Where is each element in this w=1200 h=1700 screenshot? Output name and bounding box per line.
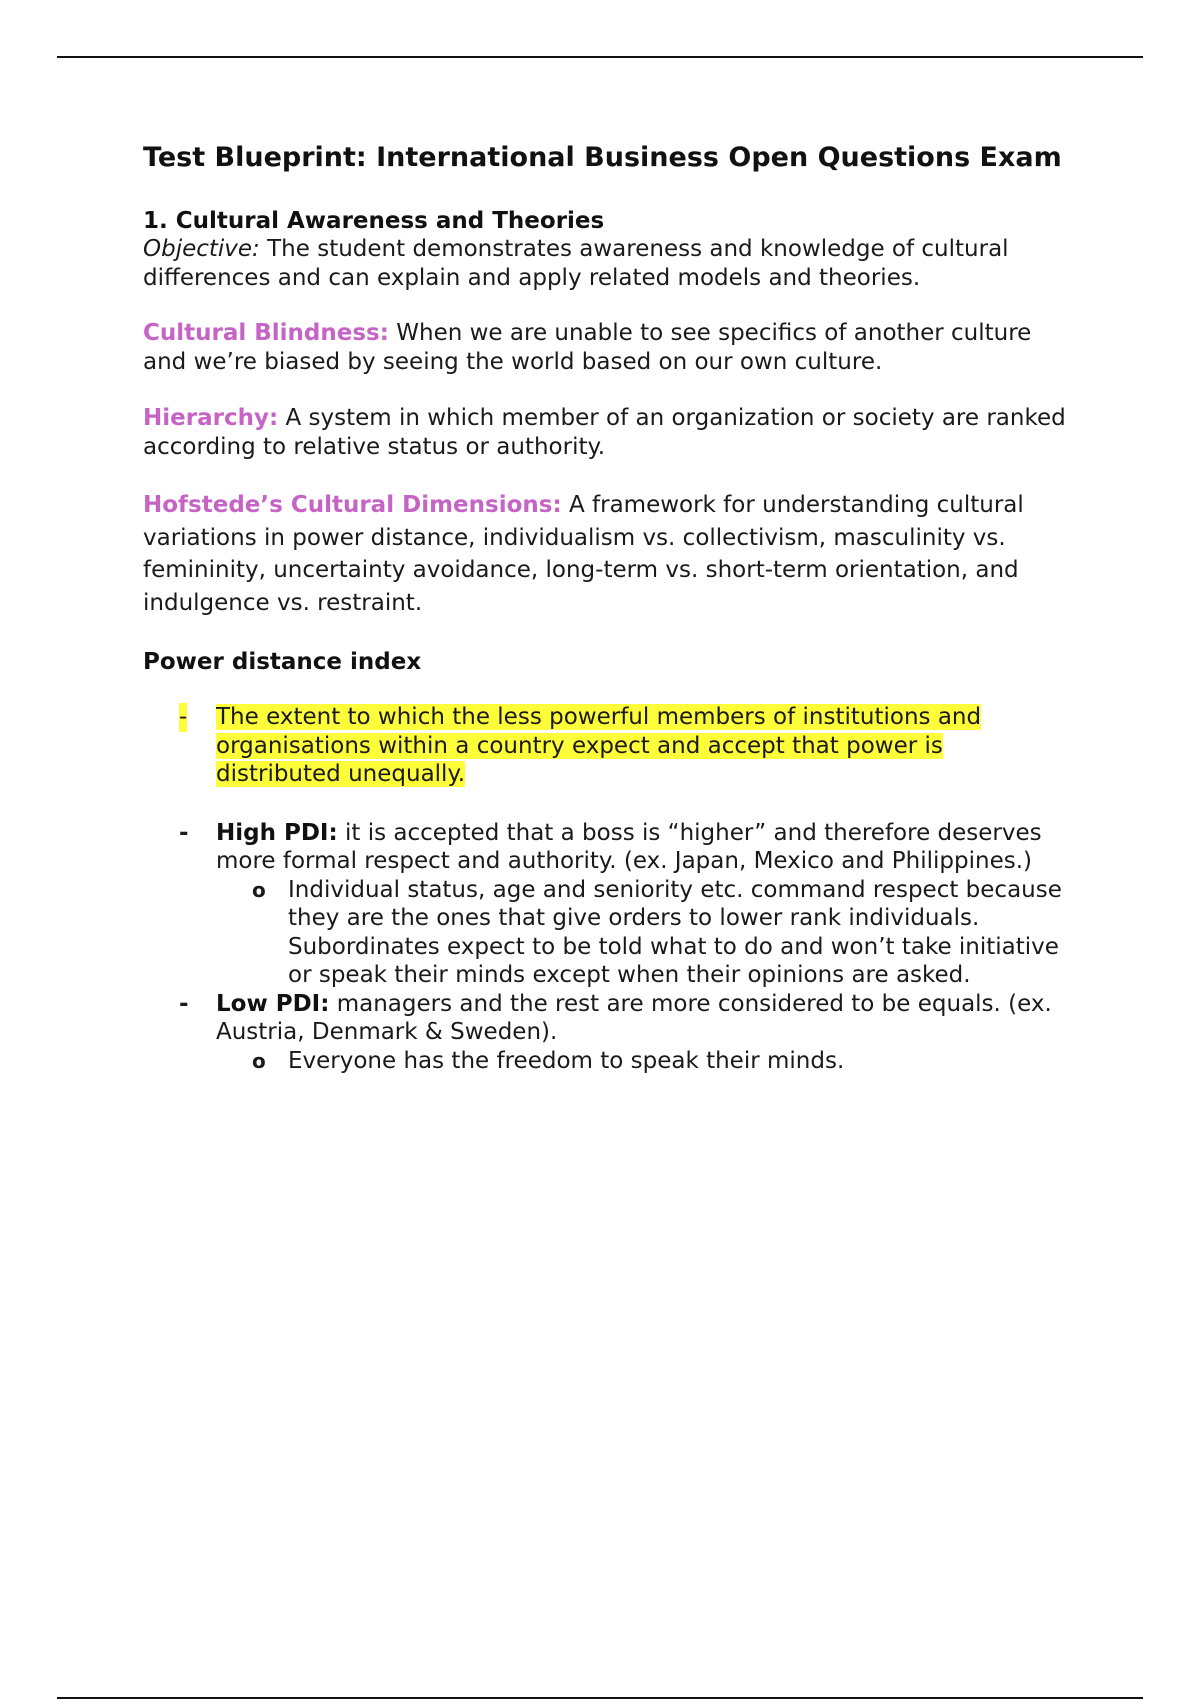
high-pdi-text: it is accepted that a boss is “higher” and therefore deserves more formal respect and authority. (ex. Japan, Mexico and Philippines.) <box>216 819 1042 874</box>
pdi-heading: Power distance index <box>143 649 422 675</box>
definition-text: A framework for understanding cultural variations in power distance, individualism vs. collectivism, masculinity vs. femininity, uncertainty avoidance, long-term vs. short-term orientation, and indulgence vs. restraint. <box>143 492 1024 616</box>
dash-bullet: - <box>179 819 189 846</box>
definition-hierarchy <box>143 404 1073 461</box>
low-pdi-subitem <box>216 1047 1073 1076</box>
objective-label: Objective: <box>143 236 260 262</box>
dash-bullet: - <box>179 704 188 730</box>
term-hofstede: Hofstede’s Cultural Dimensions: <box>143 492 562 518</box>
high-pdi-subitem <box>216 876 1073 990</box>
high-pdi-item <box>143 819 1073 990</box>
low-pdi-label: Low PDI: <box>216 990 330 1017</box>
definition-hofstede <box>143 489 1073 619</box>
circle-bullet: o <box>252 1048 266 1073</box>
pdi-list <box>143 703 1073 1075</box>
pdi-definition-text: The extent to which the less powerful members of institutions and organisations within a country expect and accept that power is distributed unequally. <box>216 704 982 787</box>
pdi-definition-item <box>143 703 1073 789</box>
definition-text: A system in which member of an organization or society are ranked according to relative status or authority. <box>143 405 1066 460</box>
term-hierarchy: Hierarchy: <box>143 405 279 431</box>
low-pdi-item <box>143 990 1073 1076</box>
circle-bullet: o <box>252 877 266 902</box>
high-pdi-sublist <box>216 876 1073 990</box>
section-heading: 1. Cultural Awareness and Theories <box>143 208 605 234</box>
objective-paragraph <box>143 235 1073 292</box>
low-pdi-sublist <box>216 1047 1073 1076</box>
document-page <box>143 138 1073 1075</box>
header-rule <box>57 56 1143 58</box>
high-pdi-label: High PDI: <box>216 819 338 846</box>
term-cultural-blindness: Cultural Blindness: <box>143 320 389 346</box>
dash-bullet: - <box>179 990 189 1017</box>
definition-text: When we are unable to see specifics of another culture and we’re biased by seeing the world based on our own culture. <box>143 320 1032 375</box>
document-title: Test Blueprint: International Business Open Questions Exam <box>143 142 1062 173</box>
low-pdi-text: managers and the rest are more considered to be equals. (ex. Austria, Denmark & Sweden). <box>216 990 1052 1045</box>
definition-cultural-blindness <box>143 319 1073 376</box>
low-pdi-subtext: Everyone has the freedom to speak their minds. <box>288 1047 845 1074</box>
high-pdi-subtext: Individual status, age and seniority etc. command respect because they are the ones that give orders to lower rank individuals. Subordinates expect to be told what to do and won’t take initiative or speak their minds except when their opinions are asked. <box>288 876 1062 988</box>
objective-text: The student demonstrates awareness and knowledge of cultural differences and can explain and apply related models and theories. <box>143 236 1009 291</box>
footer-rule <box>57 1697 1143 1699</box>
